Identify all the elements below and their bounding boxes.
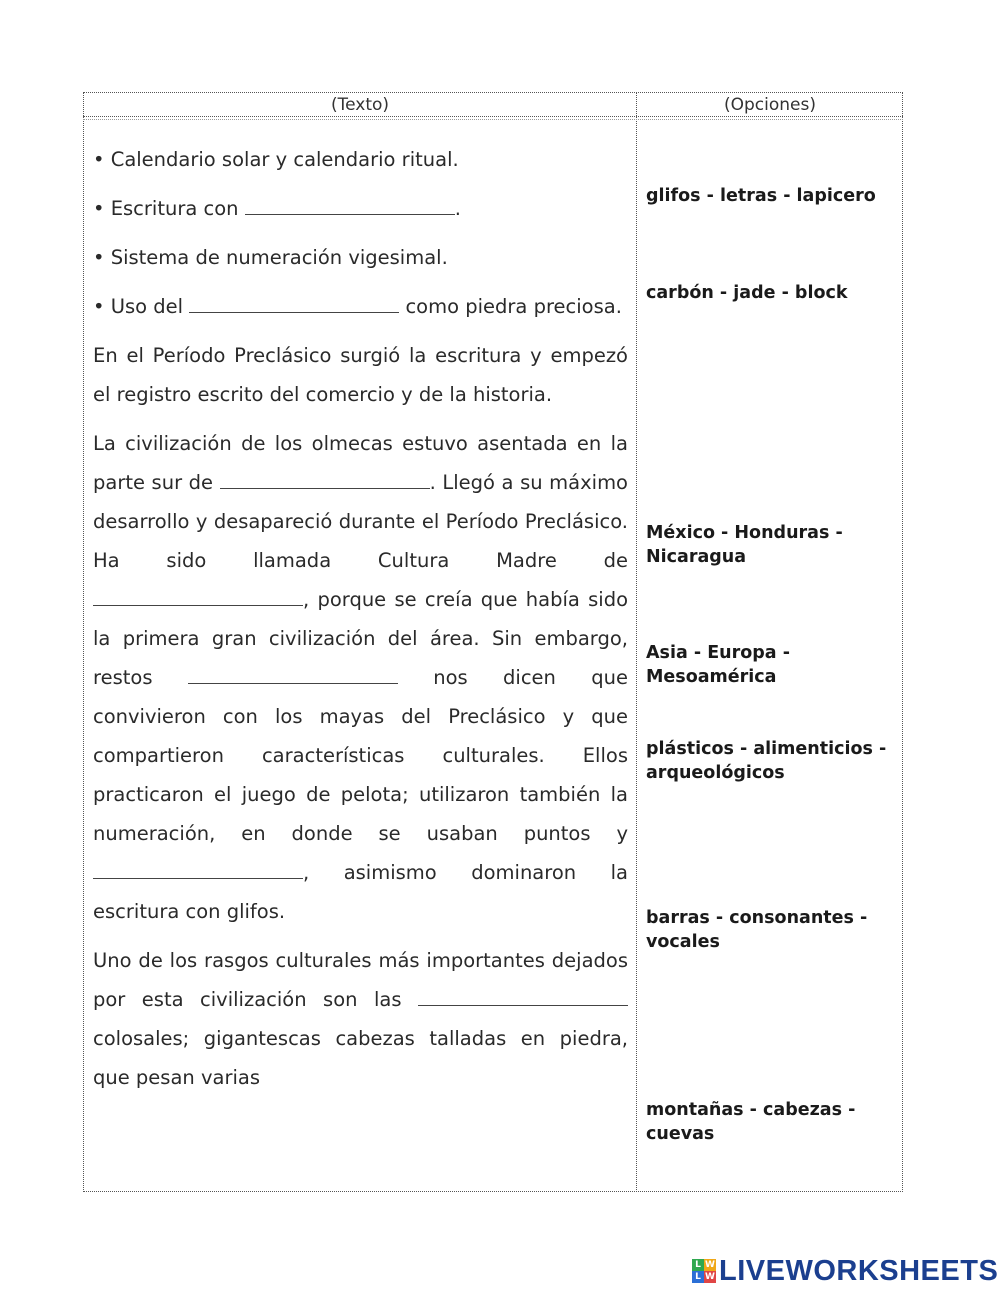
option-7: montañas - cabezas - cuevas	[646, 1100, 856, 1144]
option-2: carbón - jade - block	[646, 283, 848, 303]
logo-mark-icon: L W L W	[692, 1259, 716, 1283]
bullet-numbering: • Sistema de numeración vigesimal.	[93, 246, 448, 269]
logo-text: LIVEWORKSHEETS	[719, 1254, 999, 1287]
paragraph-olmecs: La civilización de los olmecas estuvo asentada en la parte sur de . Llegó a su máximo desarrollo y desapareció durante el Período Preclásico. Ha sido llamada Cultura Madre de , porque se creía que había sido la primera gran civilización del área. Sin embargo, restos nos dicen que convivieron con los mayas del Preclásico y que compartieron características culturales. Ellos practicaron el juego de pelota; utilizaron también la numeración, en donde se usaban puntos y , asimismo dominaron la escritura con glifos.	[93, 432, 628, 923]
blank-7[interactable]	[418, 1004, 628, 1006]
option-3: México - Honduras - Nicaragua	[646, 523, 843, 567]
option-4: Asia - Europa - Mesoamérica	[646, 643, 790, 687]
paragraph-preclassic: En el Período Preclásico surgió la escritura y empezó el registro escrito del comercio y de la historia.	[93, 344, 628, 406]
bullet-calendar: • Calendario solar y calendario ritual.	[93, 148, 459, 171]
liveworksheets-logo	[692, 1256, 998, 1286]
header-text-column: (Texto)	[330, 95, 390, 115]
blank-4[interactable]	[93, 604, 303, 606]
bullet-stone: • Uso del como piedra preciosa.	[93, 295, 622, 318]
paragraph-heads: Uno de los rasgos culturales más importantes dejados por esta civilización son las colosales; gigantescas cabezas talladas en piedra, que pesan varias	[93, 949, 628, 1089]
blank-2[interactable]	[189, 311, 399, 313]
blank-3[interactable]	[220, 487, 430, 489]
blank-5[interactable]	[188, 682, 398, 684]
option-1: glifos - letras - lapicero	[646, 186, 876, 206]
bullet-writing: • Escritura con .	[93, 197, 461, 220]
header-divider	[83, 116, 903, 117]
option-6: barras - consonantes - vocales	[646, 908, 868, 952]
blank-6[interactable]	[93, 877, 303, 879]
blank-1[interactable]	[245, 213, 455, 215]
text-column	[93, 140, 628, 1190]
header-options-column: (Opciones)	[724, 95, 816, 115]
header-divider-inner	[83, 119, 903, 120]
option-5: plásticos - alimenticios - arqueológicos	[646, 739, 887, 783]
column-divider	[636, 92, 637, 1192]
